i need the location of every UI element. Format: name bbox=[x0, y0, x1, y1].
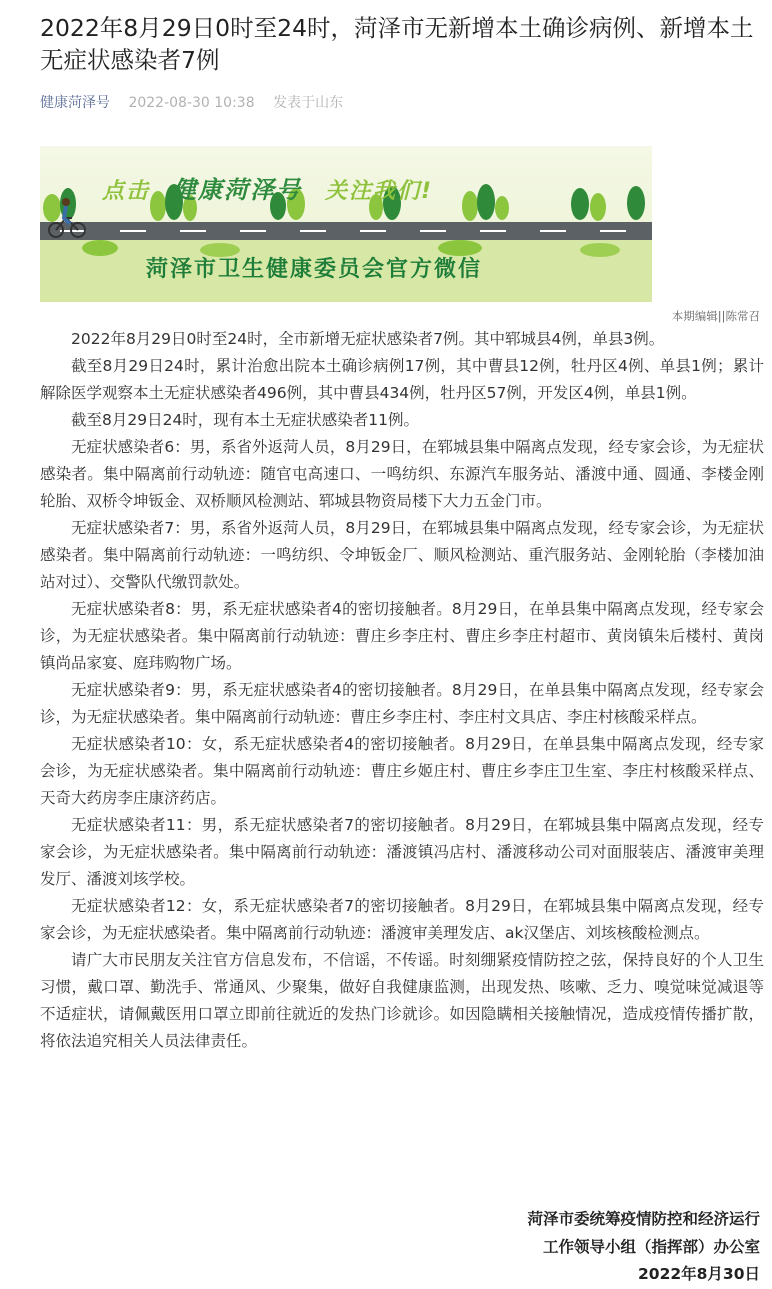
editor-credit: 本期编辑||陈常召 bbox=[671, 309, 760, 323]
paragraph: 截至8月29日24时，累计治愈出院本土确诊病例17例，其中曹县12例，牡丹区4例、单县1例；累计解除医学观察本土无症状感染者496例，其中曹县434例，牡丹区57例，开发区4例，单县1例。 bbox=[40, 357, 764, 402]
paragraph: 请广大市民朋友关注官方信息发布，不信谣，不传谣。时刻绷紧疫情防控之弦，保持良好的个人卫生习惯，戴口罩、勤洗手、常通风、少聚集，做好自我健康监测，出现发热、咳嗽、乏力、嗅觉味觉减退等不适症状，请佩戴医用口罩立即前往就近的发热门诊就诊。如因隐瞒相关接触情况，造成疫情传播扩散，将依法追究相关人员法律责任。 bbox=[40, 951, 764, 1050]
publish-location: 发表于山东 bbox=[273, 95, 344, 111]
paragraph: 无症状感染者11：男，系无症状感染者7的密切接触者。8月29日，在郓城县集中隔离点发现，经专家会诊，为无症状感染者。集中隔离前行动轨迹：潘渡镇冯店村、潘渡移动公司对面服装店、潘渡审美理发厅、潘渡刘垓学校。 bbox=[40, 816, 764, 888]
paragraph: 无症状感染者8：男，系无症状感染者4的密切接触者。8月29日，在单县集中隔离点发现，经专家会诊，为无症状感染者。集中隔离前行动轨迹：曹庄乡李庄村、曹庄乡李庄村超市、黄岗镇朱后楼村、黄岗镇尚品家宴、庭玮购物广场。 bbox=[40, 600, 764, 672]
article-title: 2022年8月29日0时至24时，菏泽市无新增本土确诊病例、新增本土无症状感染者7例 bbox=[40, 14, 754, 74]
banner-slogan-click: 点击 bbox=[102, 179, 151, 204]
paragraph: 2022年8月29日0时至24时，全市新增无症状感染者7例。其中郓城县4例，单县3例。 bbox=[71, 330, 665, 348]
publish-date: 2022-08-30 10:38 bbox=[128, 95, 255, 111]
paragraph: 无症状感染者9：男，系无症状感染者4的密切接触者。8月29日，在单县集中隔离点发现，经专家会诊，为无症状感染者。集中隔离前行动轨迹：曹庄乡李庄村、李庄村文具店、李庄村核酸采样点。 bbox=[40, 681, 764, 726]
signature-block bbox=[527, 1206, 760, 1289]
follow-banner-image[interactable] bbox=[40, 146, 652, 302]
paragraph: 无症状感染者6：男，系省外返菏人员，8月29日，在郓城县集中隔离点发现，经专家会诊，为无症状感染者。集中隔离前行动轨迹：随官屯高速口、一鸣纺织、东源汽车服务站、潘渡中通、圆通、李楼金刚轮胎、双桥令坤钣金、双桥顺风检测站、郓城县物资局楼下大力五金门市。 bbox=[40, 438, 764, 510]
banner-slogan-follow: 关注我们! bbox=[325, 179, 434, 204]
banner-slogan-account: 健康菏泽号 bbox=[172, 176, 302, 204]
account-name-link[interactable]: 健康菏泽号 bbox=[40, 95, 110, 111]
signature-line-2: 工作领导小组（指挥部）办公室 bbox=[542, 1237, 760, 1256]
paragraph: 无症状感染者12：女，系无症状感染者7的密切接触者。8月29日，在郓城县集中隔离点发现，经专家会诊，为无症状感染者。集中隔离前行动轨迹：潘渡审美理发店、ak汉堡店、刘垓核酸检测点。 bbox=[40, 897, 764, 942]
article-meta bbox=[40, 92, 343, 112]
signature-date: 2022年8月30日 bbox=[638, 1265, 760, 1283]
article-body bbox=[40, 326, 764, 1055]
banner-official-name: 菏泽市卫生健康委员会官方微信 bbox=[146, 257, 483, 282]
signature-line-1: 菏泽市委统筹疫情防控和经济运行 bbox=[527, 1210, 760, 1228]
paragraph: 截至8月29日24时，现有本土无症状感染者11例。 bbox=[71, 411, 420, 429]
paragraph: 无症状感染者10：女，系无症状感染者4的密切接触者。8月29日，在单县集中隔离点发现，经专家会诊，为无症状感染者。集中隔离前行动轨迹：曹庄乡姬庄村、曹庄乡李庄卫生室、李庄村核酸采样点、天奇大药房李庄康济药店。 bbox=[40, 735, 764, 807]
paragraph: 无症状感染者7：男，系省外返菏人员，8月29日，在郓城县集中隔离点发现，经专家会诊，为无症状感染者。集中隔离前行动轨迹：一鸣纺织、令坤钣金厂、顺风检测站、重汽服务站、金刚轮胎（李楼加油站对过）、交警队代缴罚款处。 bbox=[40, 519, 764, 591]
